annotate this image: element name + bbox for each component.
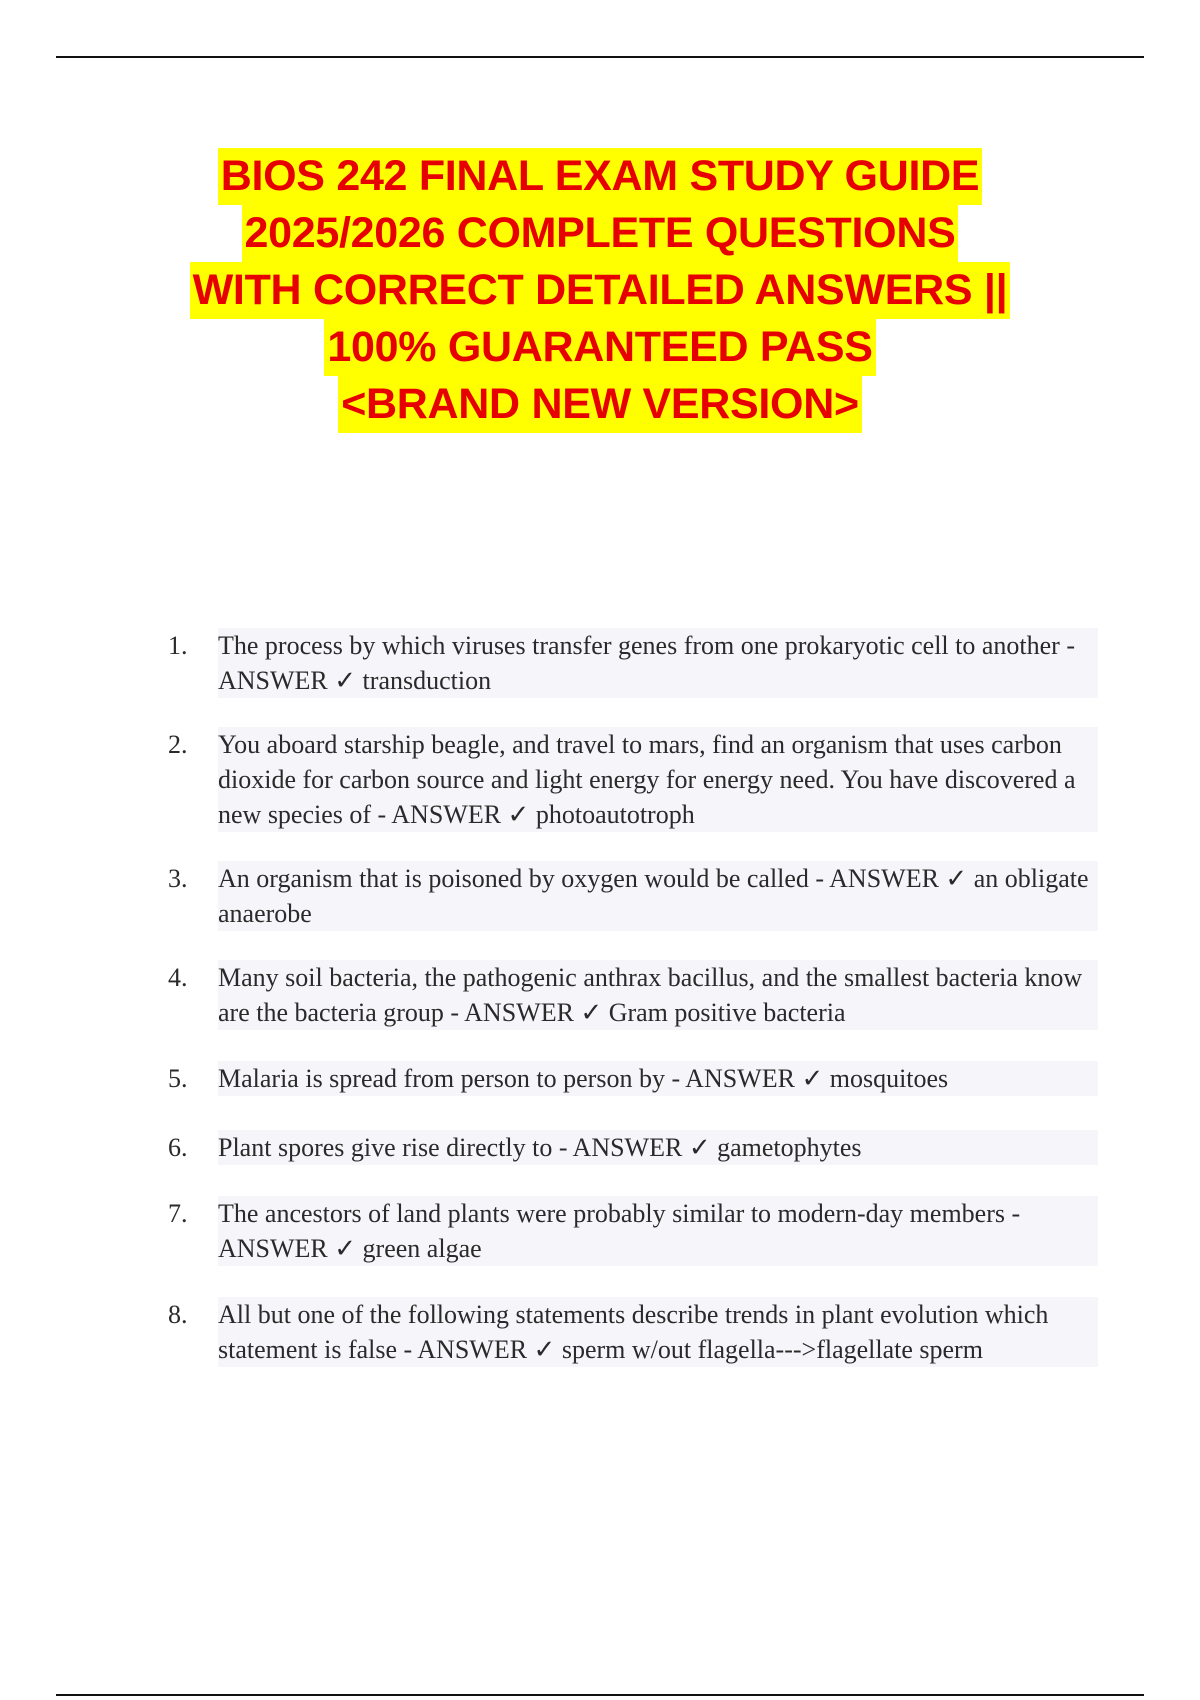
bottom-rule bbox=[56, 1694, 1144, 1696]
question-text: You aboard starship beagle, and travel to mars, find an organism that uses carbon dioxide for carbon source and light energy for energy need. You have discovered a new species of - ANSWER ✓ photoautotroph bbox=[218, 727, 1098, 832]
question-number: 7. bbox=[168, 1199, 188, 1228]
question-item-6 bbox=[168, 1130, 1098, 1165]
question-text: All but one of the following statements describe trends in plant evolution which statement is false - ANSWER ✓ sperm w/out flagella--->flagellate sperm bbox=[218, 1297, 1098, 1367]
document-title bbox=[60, 148, 1140, 433]
title-line-3: WITH CORRECT DETAILED ANSWERS || bbox=[190, 262, 1011, 319]
question-number: 5. bbox=[168, 1064, 188, 1093]
title-line-5: <BRAND NEW VERSION> bbox=[338, 376, 862, 433]
question-item-7 bbox=[168, 1196, 1098, 1266]
question-text: Malaria is spread from person to person by - ANSWER ✓ mosquitoes bbox=[218, 1061, 1098, 1096]
question-number: 6. bbox=[168, 1133, 188, 1162]
question-item-2 bbox=[168, 727, 1098, 832]
title-line-4: 100% GUARANTEED PASS bbox=[324, 319, 875, 376]
question-item-3 bbox=[168, 861, 1098, 931]
question-number: 1. bbox=[168, 631, 188, 660]
top-rule bbox=[56, 56, 1144, 58]
question-text: The process by which viruses transfer genes from one prokaryotic cell to another - ANSWER ✓ transduction bbox=[218, 628, 1098, 698]
title-line-1: BIOS 242 FINAL EXAM STUDY GUIDE bbox=[218, 148, 983, 205]
question-text: An organism that is poisoned by oxygen would be called - ANSWER ✓ an obligate anaerobe bbox=[218, 861, 1098, 931]
question-number: 4. bbox=[168, 963, 188, 992]
title-line-2: 2025/2026 COMPLETE QUESTIONS bbox=[242, 205, 959, 262]
question-number: 2. bbox=[168, 730, 188, 759]
question-text: Plant spores give rise directly to - ANSWER ✓ gametophytes bbox=[218, 1130, 1098, 1165]
question-item-8 bbox=[168, 1297, 1098, 1367]
question-list bbox=[168, 628, 1098, 1367]
question-item-1 bbox=[168, 628, 1098, 698]
question-text: Many soil bacteria, the pathogenic anthrax bacillus, and the smallest bacteria know are the bacteria group - ANSWER ✓ Gram positive bacteria bbox=[218, 960, 1098, 1030]
question-text: The ancestors of land plants were probably similar to modern-day members - ANSWER ✓ green algae bbox=[218, 1196, 1098, 1266]
question-number: 3. bbox=[168, 864, 188, 893]
question-item-4 bbox=[168, 960, 1098, 1030]
question-number: 8. bbox=[168, 1300, 188, 1329]
question-item-5 bbox=[168, 1061, 1098, 1096]
